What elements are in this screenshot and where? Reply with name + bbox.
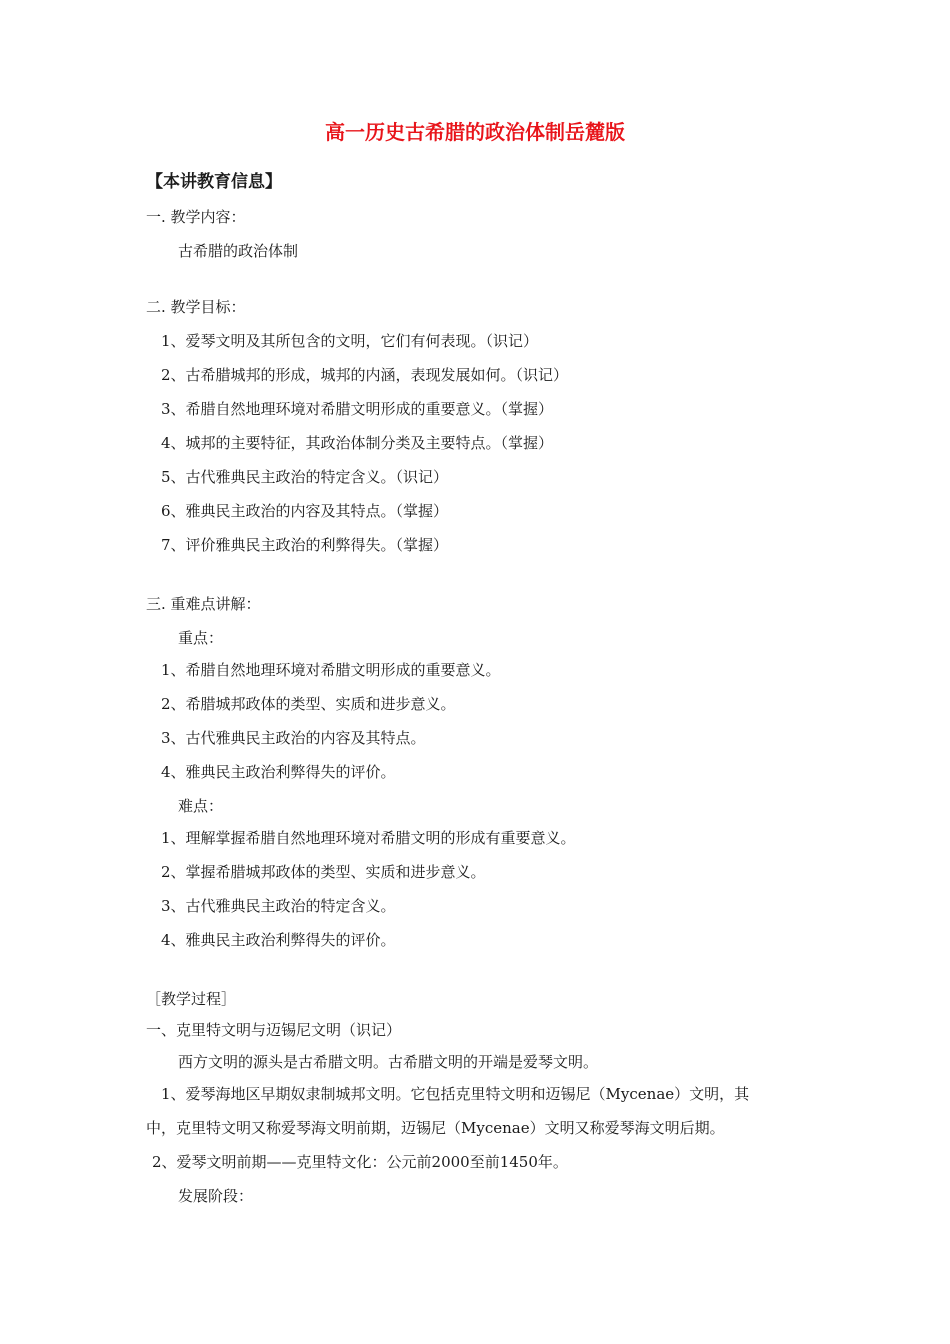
document-title: 高一历史古希腊的政治体制岳麓版 (325, 120, 625, 144)
key-point: 1、希腊自然地理环境对希腊文明形成的重要意义。 (161, 661, 501, 679)
goal-item: 6、雅典民主政治的内容及其特点。（掌握） (161, 502, 449, 520)
content-text: 古希腊的政治体制 (178, 242, 299, 260)
process-paragraph: 1、爱琴海地区早期奴隶制城邦文明。它包括克里特文明和迈锡尼（Mycenae）文明，其 (161, 1085, 750, 1103)
key-point: 3、古代雅典民主政治的内容及其特点。 (161, 729, 426, 747)
process-intro: 西方文明的源头是古希腊文明。古希腊文明的开端是爱琴文明。 (178, 1053, 599, 1071)
hard-point: 2、掌握希腊城邦政体的类型、实质和进步意义。 (161, 863, 486, 881)
goal-item: 7、评价雅典民主政治的利弊得失。（掌握） (161, 536, 449, 554)
process-section-title: 一、克里特文明与迈锡尼文明（识记） (146, 1021, 402, 1039)
hard-point: 1、理解掌握希腊自然地理环境对希腊文明的形成有重要意义。 (161, 829, 576, 847)
process-paragraph: 2、爱琴文明前期——克里特文化：公元前2000至前1450年。 (152, 1153, 568, 1171)
goal-item: 4、城邦的主要特征，其政治体制分类及主要特点。（掌握） (161, 434, 554, 452)
goal-item: 1、爱琴文明及其所包含的文明，它们有何表现。（识记） (161, 332, 539, 350)
key-label: 重点： (178, 629, 224, 647)
info-header: 【本讲教育信息】 (146, 172, 282, 192)
section-heading-goals: 二. 教学目标： (146, 298, 246, 316)
goal-item: 3、希腊自然地理环境对希腊文明形成的重要意义。（掌握） (161, 400, 554, 418)
key-point: 4、雅典民主政治利弊得失的评价。 (161, 763, 396, 781)
process-stage-label: 发展阶段： (178, 1187, 254, 1205)
hard-point: 3、古代雅典民主政治的特定含义。 (161, 897, 396, 915)
hard-point: 4、雅典民主政治利弊得失的评价。 (161, 931, 396, 949)
section-heading-process: ［教学过程］ (146, 990, 237, 1008)
process-paragraph: 中，克里特文明又称爱琴海文明前期，迈锡尼（Mycenae）文明又称爱琴海文明后期。 (146, 1119, 725, 1137)
key-point: 2、希腊城邦政体的类型、实质和进步意义。 (161, 695, 456, 713)
section-heading-content: 一. 教学内容： (146, 208, 246, 226)
goal-item: 5、古代雅典民主政治的特定含义。（识记） (161, 468, 449, 486)
section-heading-key: 三. 重难点讲解： (146, 595, 261, 613)
hard-label: 难点： (178, 797, 224, 815)
goal-item: 2、古希腊城邦的形成，城邦的内涵，表现发展如何。（识记） (161, 366, 569, 384)
